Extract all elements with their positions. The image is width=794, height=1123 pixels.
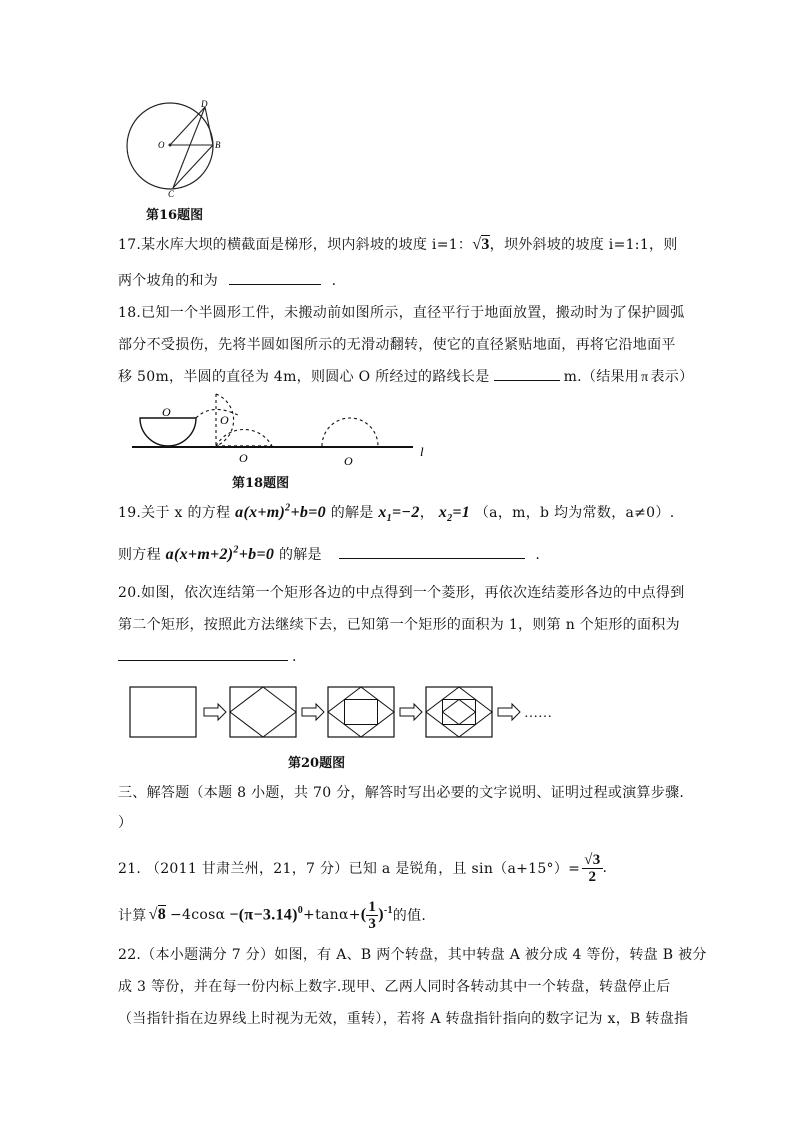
q22-line3: （当指针指在边界线上时视为无效，重转），若将 A 转盘指针指向的数字记为 x，B 转盘指 xyxy=(118,1011,689,1027)
fig20-rhombus-4 xyxy=(426,687,492,737)
q21-line1: 21. （2011 甘肃兰州，21，7 分）已知 a 是锐角，且 sin（a+15°）= $\frac{√3}{2}$ . xyxy=(118,851,608,885)
fig18-label-O4: O xyxy=(344,454,353,468)
q19-line2: 则方程 $a(x+m+2)^2+b=0$ 的解是 . xyxy=(118,544,541,563)
fig20-rect-1 xyxy=(130,687,196,737)
fig20-rhombus-2 xyxy=(230,687,296,737)
q21-sqrt8: √8 xyxy=(148,906,167,923)
fig18-caption: 第18题图 xyxy=(232,476,290,491)
fig20-rhombus-3 xyxy=(328,687,394,737)
q18-line2: 部分不受损伤，先将半圆如图所示的无滑动翻转，使它的直径紧贴地面，再将它沿地面平 xyxy=(118,337,676,353)
q21-pi-term: $-(\pi-3.14)^0$ xyxy=(229,905,304,924)
q20-line1: 20.如图，依次连结第一个矩形各边的中点得到一个菱形，再依次连结菱形各边的中点得到 xyxy=(118,585,685,601)
q19-equation-1: $a(x+m)^2+b=0$ xyxy=(235,502,326,521)
fig20-rect-3 xyxy=(328,687,394,737)
q19-equation-2: $a(x+m+2)^2+b=0$ xyxy=(165,544,275,563)
q18-line1: 18.已知一个半圆形工件，未搬动前如图所示，直径平行于地面放置，搬动时为了保护圆弧 xyxy=(118,305,685,321)
section3-heading-cont: ） xyxy=(118,815,133,831)
figure-20 xyxy=(128,684,568,740)
q21-line2: 计算 √8 −4cosα $-(\pi-3.14)^0$ +tanα+ ( $\frac{1}{3}$ )$^{-1}$ 的值. xyxy=(118,898,427,932)
q22-line1: 22.（本小题满分 7 分）如图，有 A、B 两个转盘，其中转盘 A 被分成 4 等份，转盘 B 被分 xyxy=(118,947,707,963)
figure-16 xyxy=(118,98,228,198)
fig16-chord-DB xyxy=(205,107,213,145)
fig16-caption: 第16题图 xyxy=(146,208,204,223)
fig20-caption: 第20题图 xyxy=(288,756,346,771)
fig18-semicircle-initial xyxy=(140,418,196,446)
q21-one-third-power: ( $\frac{1}{3}$ )$^{-1}$ xyxy=(360,898,393,932)
fig18-label-O3: O xyxy=(239,451,248,465)
fig20-arrow-1 xyxy=(204,704,226,720)
q19-solution-x2: $x_2=1$ xyxy=(438,504,471,525)
q19-line1: 19.关于 x 的方程 $a(x+m)^2+b=0$ 的解是 $x_1=-2$， $x_2=1$ （a，m，b 均为常数，a≠0）. xyxy=(118,502,675,525)
fig16-label-O: O xyxy=(158,140,165,150)
q17-answer-blank[interactable] xyxy=(229,272,321,285)
q19-solution-x1: $x_1=-2$ xyxy=(378,504,420,525)
fig20-inner-rhombus-4 xyxy=(443,700,476,725)
q17-line1: 17.某水库大坝的横截面是梯形，坝内斜坡的坡度 i=1：√3，坝外斜坡的坡度 i=1:1，则 xyxy=(118,236,678,253)
figure-18 xyxy=(128,390,438,470)
fig18-semicircle-flat-2 xyxy=(322,418,378,446)
q20-line3: . xyxy=(118,648,297,665)
fig20-inner-rect-4 xyxy=(443,700,476,725)
q19-answer-blank[interactable] xyxy=(339,546,525,559)
fig16-chord-OD xyxy=(170,107,205,145)
fig18-semicircle-flat-1 xyxy=(216,429,272,446)
fig18-label-O1: O xyxy=(162,405,171,419)
q17-line2: 两个坡角的和为 . xyxy=(118,273,337,289)
fig20-arrow-4 xyxy=(498,704,520,720)
q18-answer-blank[interactable] xyxy=(494,368,560,381)
q22-line2: 成 3 等份，并在每一份内标上数字.现甲、乙两人同时各转动其中一个转盘，转盘停止后 xyxy=(118,979,671,995)
fig16-chord-BC xyxy=(173,145,213,188)
q20-answer-blank[interactable] xyxy=(118,648,288,661)
q18-line3: 移 50m，半圆的直径为 4m，则圆心 O 所经过的路线长是 m.（结果用 π 表示） xyxy=(118,369,694,385)
section3-heading: 三、解答题（本题 8 小题，共 70 分，解答时写出必要的文字说明、证明过程或演算步骤. xyxy=(118,785,685,801)
fig16-label-C: C xyxy=(168,189,175,198)
q21-fraction-sqrt3-over-2: $\frac{√3}{2}$ xyxy=(584,851,601,885)
fig16-label-D: D xyxy=(201,99,208,109)
fig18-label-O2: O xyxy=(220,413,229,427)
fig20-inner-rect-3 xyxy=(345,700,378,725)
fig20-rect-2 xyxy=(230,687,296,737)
fig16-label-B: B xyxy=(215,140,221,150)
fig18-label-l: l xyxy=(420,444,424,459)
fig20-ellipsis: …… xyxy=(524,706,552,721)
fig20-arrow-2 xyxy=(302,704,324,720)
fig20-arrow-3 xyxy=(400,704,422,720)
fig20-rect-4 xyxy=(426,687,492,737)
q20-line2: 第二个矩形，按照此方法继续下去，已知第一个矩形的面积为 1，则第 n 个矩形的面积为 xyxy=(118,617,680,633)
